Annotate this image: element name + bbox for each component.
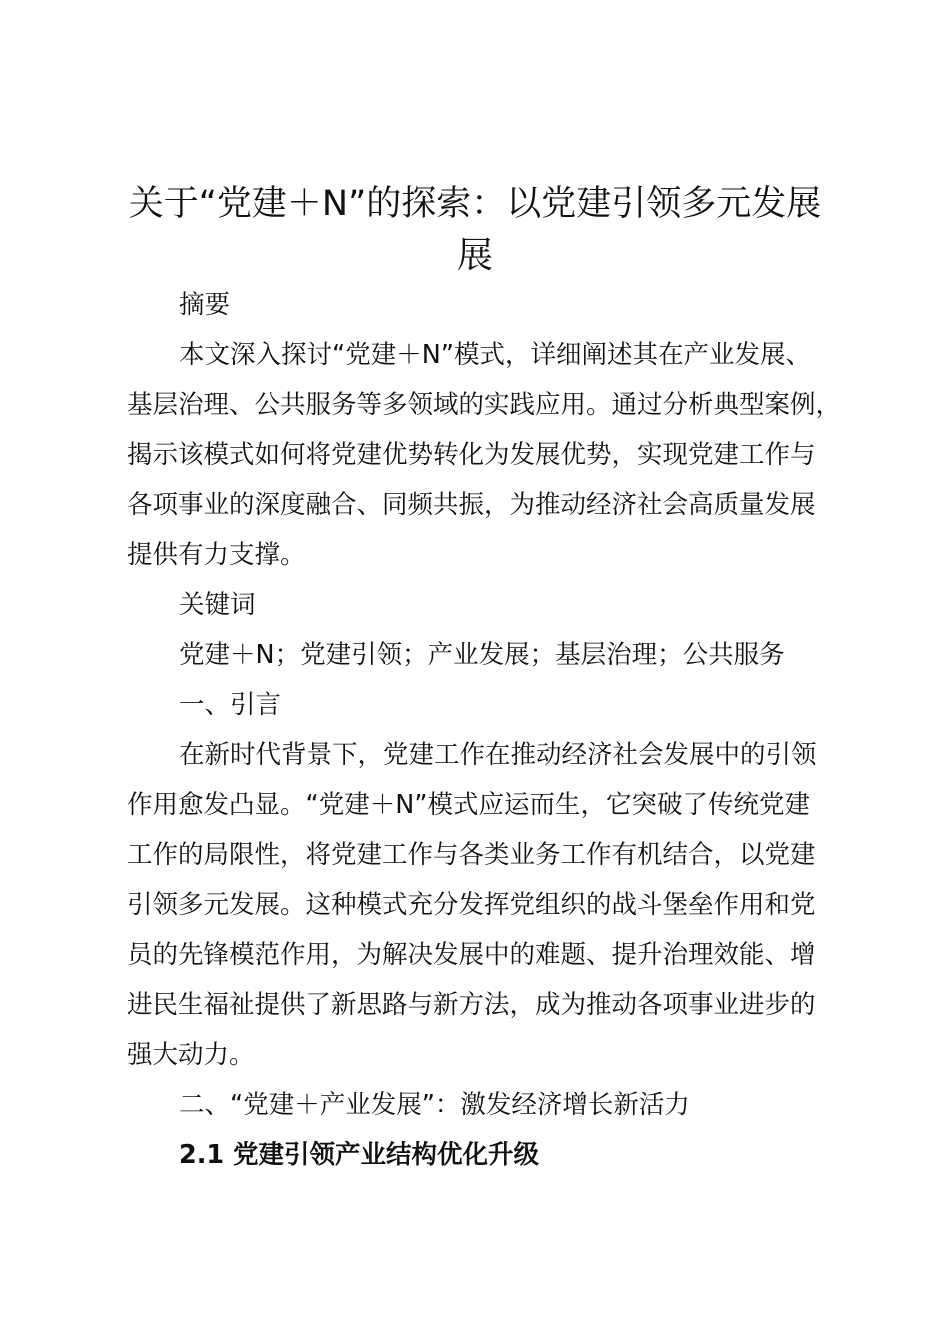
- paragraph-line: 员的先锋模范作用，为解决发展中的难题、提升治理效能、增: [127, 940, 816, 970]
- paragraph-line: 工作的局限性，将党建工作与各类业务工作有机结合，以党建: [127, 840, 816, 870]
- abstract-line: 本文深入探讨“党建＋N”模式，详细阐述其在产业发展、: [179, 340, 811, 370]
- abstract-line: 基层治理、公共服务等多领域的实践应用。通过分析典型案例，: [127, 390, 842, 420]
- section-heading: 二、“党建＋产业发展”：激发经济增长新活力: [179, 1090, 690, 1120]
- title-line: 展: [456, 235, 493, 276]
- subsection-heading: 2.1 党建引领产业结构优化升级: [179, 1140, 540, 1170]
- paragraph-line: 在新时代背景下，党建工作在推动经济社会发展中的引领: [179, 740, 817, 770]
- keywords-text: 党建＋N；党建引领；产业发展；基层治理；公共服务: [179, 640, 785, 670]
- paragraph-line: 引领多元发展。这种模式充分发挥党组织的战斗堡垒作用和党: [127, 890, 816, 920]
- paragraph-line: 进民生福祉提供了新思路与新方法，成为推动各项事业进步的: [127, 990, 816, 1020]
- abstract-line: 提供有力支撑。: [127, 540, 306, 570]
- document-title: [0, 178, 950, 282]
- document-body: [127, 280, 857, 1180]
- abstract-heading: 摘要: [179, 290, 231, 320]
- title-line: 关于“党建＋N”的探索：以党建引领多元发展: [128, 184, 822, 224]
- abstract-line: 各项事业的深度融合、同频共振，为推动经济社会高质量发展: [127, 490, 816, 520]
- paragraph-line: 强大动力。: [127, 1040, 255, 1070]
- section-heading: 一、引言: [179, 690, 282, 720]
- keywords-heading: 关键词: [179, 590, 256, 620]
- paragraph-line: 作用愈发凸显。“党建＋N”模式应运而生，它突破了传统党建: [127, 790, 810, 820]
- abstract-line: 揭示该模式如何将党建优势转化为发展优势，实现党建工作与: [127, 440, 816, 470]
